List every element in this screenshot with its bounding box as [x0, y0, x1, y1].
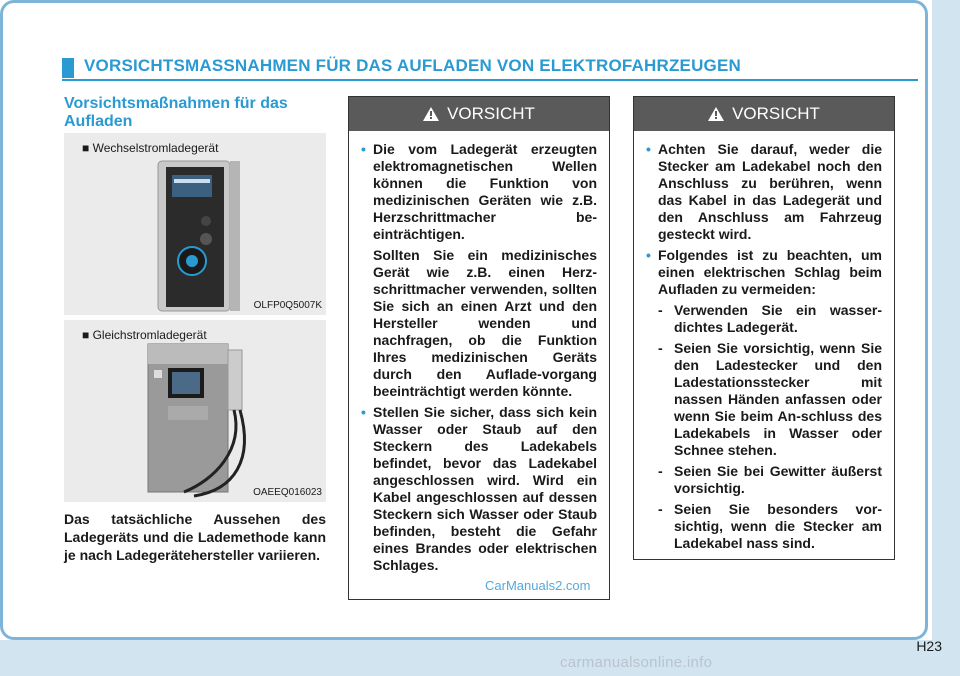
warning-triangle-icon [708, 107, 724, 121]
caution-label: VORSICHT [447, 104, 535, 123]
caution-header [349, 97, 609, 131]
caution-bullet: • Folgendes ist zu beachten, um einen elektrischen Schlag beim Aufladen zu vermeiden: [648, 247, 882, 298]
figure-code: OLFP0Q5007K [253, 300, 322, 311]
caution-label: VORSICHT [732, 104, 820, 123]
figure-ac-charger [64, 133, 326, 315]
chapter-title: VORSICHTSMASSNAHMEN FÜR DAS AUFLADEN VON ELEKTROFAHRZEUGEN [84, 56, 741, 75]
page-bleed-bottom [0, 640, 960, 676]
warning-triangle-icon [423, 107, 439, 121]
section-heading-line2: Aufladen [64, 113, 133, 130]
figure-caption: ■ Wechselstromladegerät [82, 141, 219, 155]
caution-bullet: • Stellen Sie sicher, dass sich kein Wasser oder Staub auf den Steckern des Ladekabels befindet, bevor das Ladekabel angeschlossen wird. Wird ein Kabel angeschlossen auf dessen Steckern sich Wasser oder Staub befinden, besteht die Gefahr eines Brandes oder elektrischen Schlages. [363, 404, 597, 574]
figure-dc-charger [64, 320, 326, 502]
section-heading-line1: Vorsichtsmaßnahmen für das [64, 95, 288, 112]
caution-dash-item: - Seien Sie bei Gewitter äußerst vorsichtig. [648, 463, 882, 497]
caution-dash-item: - Verwenden Sie ein wasser-dichtes Ladegerät. [648, 302, 882, 336]
figure-caption-text: Gleichstromladegerät [92, 328, 207, 342]
watermark-link[interactable]: CarManuals2.com [485, 578, 591, 593]
figure-caption: ■ Gleichstromladegerät [82, 328, 207, 342]
title-rule [62, 79, 918, 81]
ac-charger-image [64, 133, 326, 315]
body-text: Das tatsächliche Aussehen des Ladegeräts und die Lademethode kann je nach Ladegerätehersteller variieren. [64, 511, 326, 563]
caution-body [349, 131, 609, 574]
caution-bullet: • Die vom Ladegerät erzeugten elektromagnetischen Wellen können die Funktion von medizinischen Geräten wie z.B. Herzschrittmacher be-einträchtigen. [363, 141, 597, 243]
page-number: H23 [916, 638, 942, 654]
caution-header [634, 97, 894, 131]
caution-box-2 [633, 96, 895, 560]
caution-box-1 [348, 96, 610, 600]
caution-bullet: • Achten Sie darauf, weder die Stecker am Ladekabel noch den Anschluss zu berühren, wenn das Kabel in das Ladegerät und den Anschluss am Fahrzeug gesteckt wird. [648, 141, 882, 243]
caution-paragraph: Sollten Sie ein medizinisches Gerät wie z.B. einen Herz-schrittmacher verwenden, sollten Sie sich an einen Arzt und den Hersteller wenden und nachfragen, ob die Funktion Ihres medizinischen Geräts durch den Auflade-vorgang beeinträchtigt werden könnte. [373, 247, 597, 399]
caution-body [634, 131, 894, 552]
figure-code: OAEEQ016023 [253, 487, 322, 498]
caution-dash-item: - Seien Sie vorsichtig, wenn Sie den Ladestecker und den Ladestationsstecker mit nassen Händen anfassen oder wenn Sie beim An-schluss des Ladekabels in Wasser oder Schnee stehen. [648, 340, 882, 459]
caution-dash-item: - Seien Sie besonders vor-sichtig, wenn die Stecker am Ladekabel nass sind. [648, 501, 882, 552]
footer-watermark: carmanualsonline.info [560, 654, 713, 671]
section-heading [64, 95, 334, 131]
figure-caption-text: Wechselstromladegerät [92, 141, 219, 155]
title-marker [62, 58, 74, 78]
page-bleed-right [932, 0, 960, 640]
dc-charger-image [64, 320, 326, 502]
